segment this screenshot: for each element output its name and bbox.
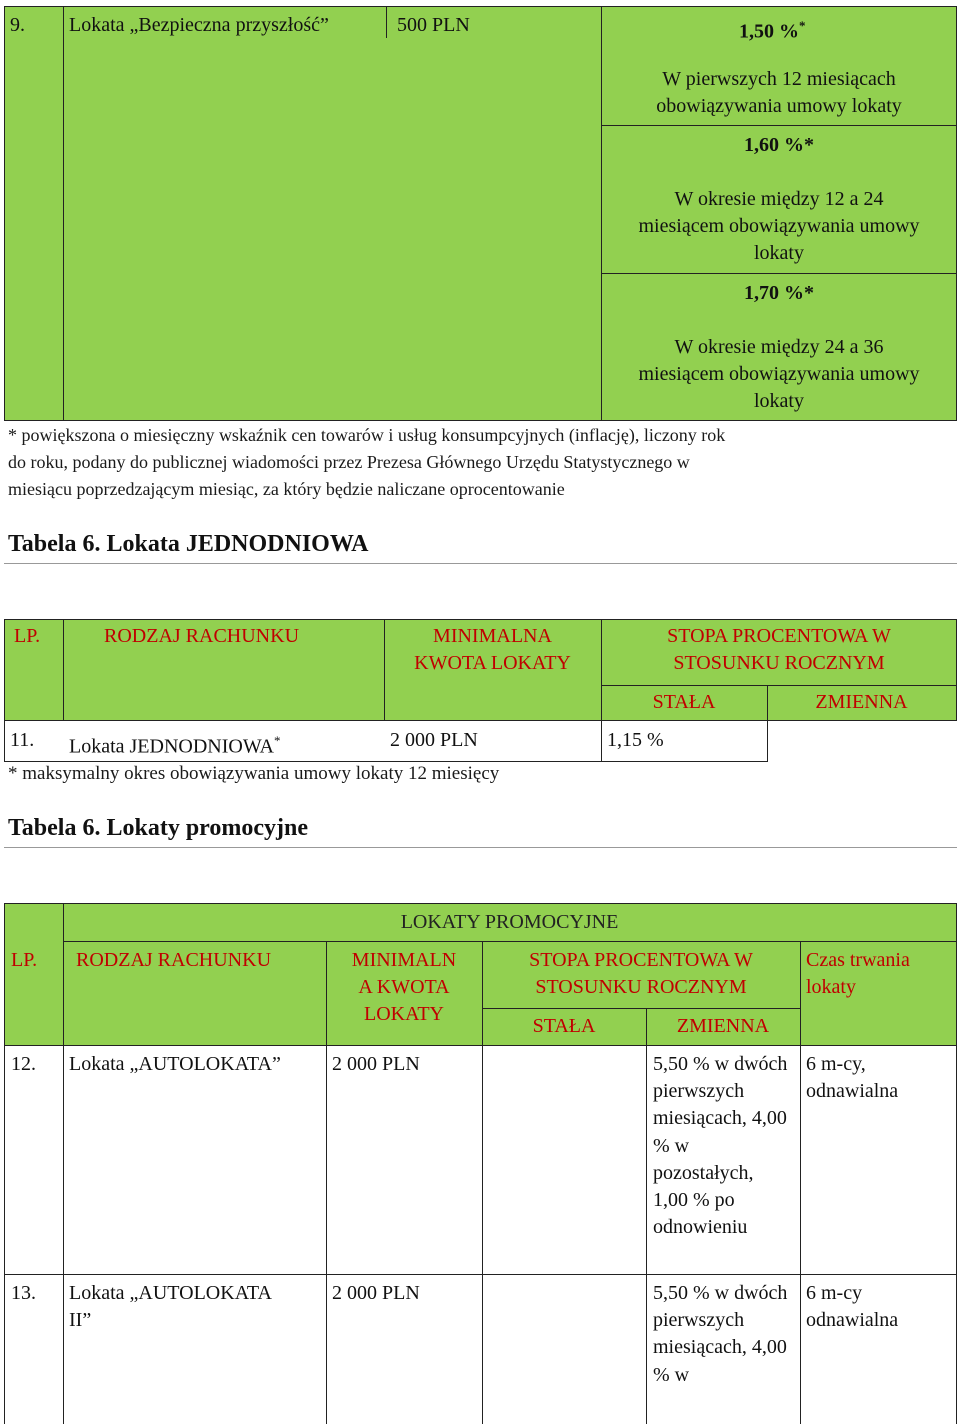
row-11-name-text: Lokata JEDNODNIOWA — [69, 735, 274, 758]
table-6a-header-lp: LP. — [14, 625, 41, 647]
row-9-period-3-line3: lokaty — [754, 390, 804, 412]
row-9-period-1-line1: W pierwszych 12 miesiącach — [662, 68, 896, 90]
table-6b-header-variable: ZMIENNA — [676, 1015, 770, 1037]
row-13-variable: 5,50 % w dwóch pierwszych miesiącach, 4,00 % w — [653, 1282, 788, 1386]
row-9-period-1-line2: obowiązywania umowy lokaty — [656, 95, 902, 117]
table-6b-border — [800, 941, 801, 1424]
row-9-period-2-line1: W okresie między 12 a 24 — [674, 188, 884, 210]
table-6a-border — [4, 619, 957, 620]
table-6b-border — [4, 903, 5, 1424]
table-6b-header-lp: LP. — [11, 949, 38, 971]
table-6a-heading-rule — [4, 563, 957, 564]
row-9-period-2-line2: miesiącem obowiązywania umowy — [638, 215, 920, 237]
table-6b-border — [4, 1274, 957, 1275]
table-5-row-divider — [601, 125, 957, 126]
row-9-rate-3: 1,70 %* — [744, 282, 814, 304]
row-13-name-line1: Lokata „AUTOLOKATA — [69, 1282, 272, 1304]
table-5-border-top — [4, 6, 957, 7]
row-9-amount: 500 PLN — [397, 14, 470, 36]
table-6a-border — [63, 619, 64, 720]
table-6a-border — [4, 720, 957, 721]
table-6a-border — [601, 685, 957, 686]
table-5-border-bottom — [4, 420, 957, 421]
table-6b-border — [4, 903, 957, 904]
row-9-period-3-line2: miesiącem obowiązywania umowy — [638, 363, 920, 385]
table-6b-banner: LOKATY PROMOCYJNE — [400, 911, 619, 933]
table-6a-footnote: * maksymalny okres obowiązywania umowy lokaty 12 miesięcy — [8, 763, 500, 784]
table-6b-border — [63, 941, 957, 942]
row-11-name — [69, 727, 280, 761]
table-6b-border — [646, 1008, 647, 1424]
row-12-duration: 6 m-cy, odnawialna — [806, 1053, 899, 1103]
row-13-lp: 13. — [11, 1282, 36, 1304]
table-6b-heading: Tabela 6. Lokaty promocyjne — [8, 815, 309, 841]
table-6b-header-fixed: STAŁA — [532, 1015, 596, 1037]
table-5-col-divider — [63, 6, 64, 420]
table-6b-header-min-2: A KWOTA — [358, 976, 450, 998]
row-9-lp: 9. — [10, 14, 25, 36]
table-6a-border — [4, 619, 5, 761]
table-6b-heading-rule — [4, 847, 957, 848]
table-5-footnote-line2: do roku, podany do publicznej wiadomości przez Prezesa Głównego Urzędu Statystycznego w — [8, 452, 690, 472]
row-12-name: Lokata „AUTOLOKATA” — [69, 1053, 281, 1075]
table-6a-header-fixed: STAŁA — [652, 691, 716, 713]
row-13-amount: 2 000 PLN — [332, 1282, 420, 1304]
table-6b-header-rate-2: STOSUNKU ROCZNYM — [535, 976, 747, 998]
table-6b-border — [482, 1008, 800, 1009]
table-6b-border — [956, 903, 957, 1424]
row-11-fixed: 1,15 % — [607, 729, 664, 751]
table-6b-header-rate-1: STOPA PROCENTOWA W — [529, 949, 753, 971]
table-6b-border — [63, 903, 64, 1424]
row-11-name-mark: * — [273, 733, 281, 748]
row-13-duration: 6 m-cy odnawialna — [806, 1282, 899, 1332]
table-6a-heading: Tabela 6. Lokata JEDNODNIOWA — [8, 531, 369, 557]
table-5-row-divider — [601, 273, 957, 274]
row-9-rate-1-value: 1,50 % — [739, 20, 799, 43]
table-6a-header-rate-2: STOSUNKU ROCZNYM — [673, 652, 885, 674]
table-6b-header-duration-2: lokaty — [806, 976, 856, 998]
table-6a-header-min-2: KWOTA LOKATY — [414, 652, 571, 674]
table-6a-header-rate-1: STOPA PROCENTOWA W — [667, 625, 891, 647]
row-9-name: Lokata „Bezpieczna przyszłość” — [69, 14, 329, 36]
row-11-lp: 11. — [10, 729, 35, 751]
row-9-rate-2: 1,60 %* — [744, 134, 814, 156]
row-12-lp: 12. — [11, 1053, 36, 1075]
table-5-footnote-line1: * powiększona o miesięczny wskaźnik cen towarów i usług konsumpcyjnych (inflację), liczony rok — [8, 425, 726, 445]
table-6b-header-min-3: LOKATY — [364, 1003, 444, 1025]
table-6a-header-variable: ZMIENNA — [815, 691, 908, 713]
table-6a-header-min-1: MINIMALNA — [433, 625, 552, 647]
table-6b-border — [4, 1045, 957, 1046]
table-5-col-divider — [386, 6, 387, 38]
row-11-amount: 2 000 PLN — [390, 729, 478, 751]
table-6b-header-type: RODZAJ RACHUNKU — [76, 949, 272, 971]
row-9-period-3-line1: W okresie między 24 a 36 — [674, 336, 884, 358]
table-5-col-divider — [4, 6, 5, 420]
table-6b-header-duration-1: Czas trwania — [806, 949, 910, 971]
row-9-rate-1-mark: * — [799, 18, 806, 33]
row-13-name-line2: II” — [69, 1309, 92, 1331]
row-9-rate-1 — [739, 12, 806, 46]
row-12-amount: 2 000 PLN — [332, 1053, 420, 1075]
table-6a-header-type: RODZAJ RACHUNKU — [104, 625, 300, 647]
table-6b-header-min-1: MINIMALN — [351, 949, 457, 971]
row-12-variable: 5,50 % w dwóch pierwszych miesiącach, 4,00 % w pozostałych, 1,00 % po odnowieniu — [653, 1053, 788, 1239]
table-5-footnote-line3: miesiącu poprzedzającym miesiąc, za który będzie naliczane oprocentowanie — [8, 479, 565, 499]
row-9-period-2-line3: lokaty — [754, 242, 804, 264]
